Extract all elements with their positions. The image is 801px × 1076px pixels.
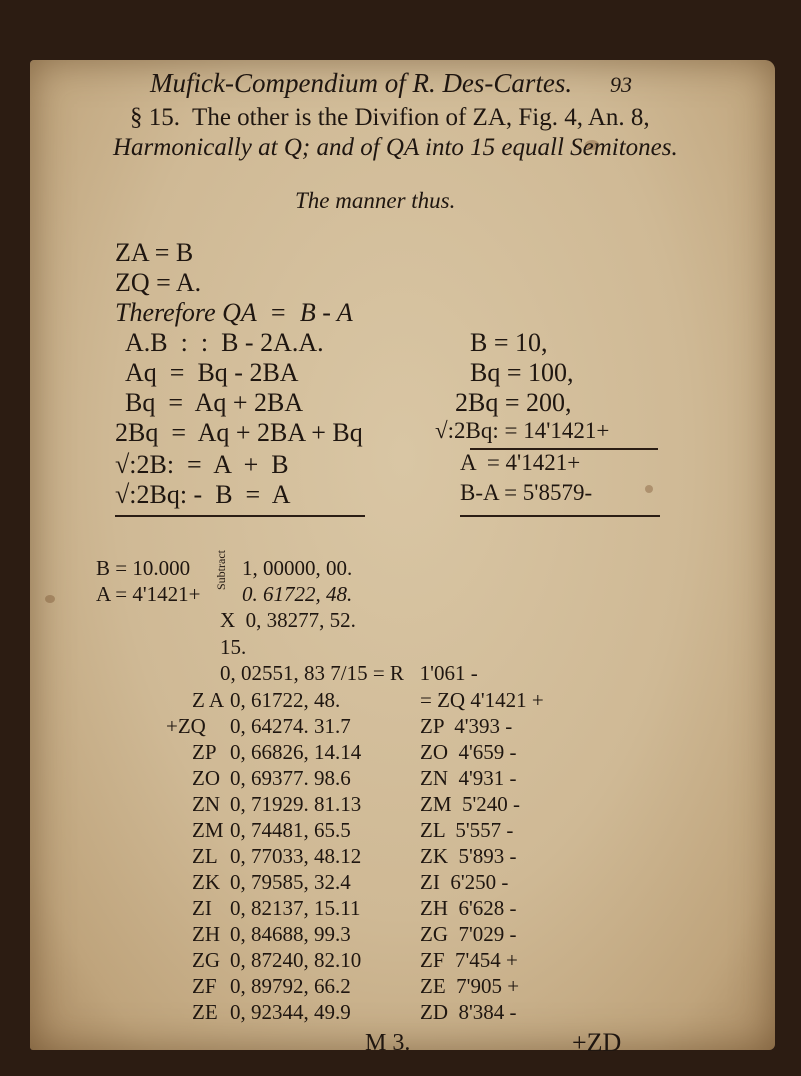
table-row-value: 0, 92344, 49.9 bbox=[230, 1000, 351, 1024]
table-row-value: 0, 87240, 82.10 bbox=[230, 948, 362, 972]
table-row-label: ZL bbox=[192, 844, 218, 868]
table-row-result: ZG 7'029 - bbox=[420, 922, 517, 946]
table-row-result: ZH 6'628 - bbox=[420, 896, 517, 920]
equation-left: √:2B: = A + B bbox=[115, 450, 289, 479]
table-row-label: Z A bbox=[192, 688, 225, 712]
table-row-result: ZP 4'393 - bbox=[420, 714, 513, 738]
table-row-value: 0, 89792, 66.2 bbox=[230, 974, 351, 998]
table-row-result: ZD 8'384 - bbox=[420, 1000, 517, 1024]
equation-left: Aq = Bq - 2BA bbox=[125, 358, 299, 387]
table-row-value: 0, 84688, 99.3 bbox=[230, 922, 351, 946]
table-row-result: ZK 5'893 - bbox=[420, 844, 517, 868]
table-row-result: ZM 5'240 - bbox=[420, 792, 521, 816]
section-line-1: § 15. The other is the Divifion of ZA, Fig. 4, An. 8, bbox=[130, 104, 650, 131]
table-row-label: +ZQ bbox=[166, 714, 206, 738]
table-row-result: ZO 4'659 - bbox=[420, 740, 517, 764]
equation-right: √:2Bq: = 14'1421+ bbox=[435, 418, 610, 443]
table-row-result: ZE 7'905 + bbox=[420, 974, 520, 998]
underline-rule bbox=[460, 515, 660, 517]
table-row-result: = ZQ 4'1421 + bbox=[420, 688, 544, 712]
equation-right: Bq = 100, bbox=[470, 358, 574, 387]
equation-left: Bq = Aq + 2BA bbox=[125, 388, 304, 417]
equation-left: ZA = B bbox=[115, 238, 194, 267]
equation-right: B-A = 5'8579- bbox=[460, 480, 593, 505]
table-row-label: ZO bbox=[192, 766, 220, 790]
table-row-label: ZH bbox=[192, 922, 220, 946]
setup-mid: X 0, 38277, 52. bbox=[220, 608, 356, 632]
stain-spot bbox=[45, 595, 55, 603]
table-row-value: 0, 82137, 15.11 bbox=[230, 896, 361, 920]
setup-mid: 1, 00000, 00. bbox=[242, 556, 353, 580]
table-row-value: 0, 61722, 48. bbox=[230, 688, 341, 712]
table-row-result: ZL 5'557 - bbox=[420, 818, 514, 842]
setup-mid: 15. bbox=[220, 635, 247, 659]
table-row-value: 0, 66826, 14.14 bbox=[230, 740, 362, 764]
margin-note: Subtract bbox=[214, 550, 228, 590]
equation-left: ZQ = A. bbox=[115, 268, 202, 297]
equation-left: Therefore QA = B - A bbox=[115, 298, 353, 327]
running-title: Mufick-Compendium of R. Des-Cartes. bbox=[150, 68, 573, 98]
stain-spot bbox=[645, 485, 653, 493]
table-row-value: 0, 64274. 31.7 bbox=[230, 714, 351, 738]
signature-mark: M 3. bbox=[365, 1030, 411, 1056]
table-row-result: ZF 7'454 + bbox=[420, 948, 518, 972]
manner-heading: The manner thus. bbox=[295, 188, 456, 213]
table-row-value: 0, 77033, 48.12 bbox=[230, 844, 362, 868]
equation-right: 2Bq = 200, bbox=[455, 388, 572, 417]
table-row-value: 0, 79585, 32.4 bbox=[230, 870, 351, 894]
setup-mid: 0. 61722, 48. bbox=[242, 582, 353, 606]
equation-right: A = 4'1421+ bbox=[460, 450, 581, 475]
equation-right: B = 10, bbox=[470, 328, 548, 357]
table-row-label: ZM bbox=[192, 818, 224, 842]
table-row-result: ZN 4'931 - bbox=[420, 766, 517, 790]
equation-left: A.B : : B - 2A.A. bbox=[125, 328, 324, 357]
table-row-label: ZK bbox=[192, 870, 220, 894]
table-row-label: ZP bbox=[192, 740, 217, 764]
table-row-value: 0, 74481, 65.5 bbox=[230, 818, 351, 842]
table-row-result: ZI 6'250 - bbox=[420, 870, 509, 894]
setup-left: A = 4'1421+ bbox=[96, 582, 201, 606]
table-row-label: ZE bbox=[192, 1000, 218, 1024]
table-row-label: ZI bbox=[192, 896, 212, 920]
page-number: 93 bbox=[610, 72, 632, 97]
page-sheet bbox=[30, 60, 775, 1057]
table-row-value: 0, 71929. 81.13 bbox=[230, 792, 362, 816]
table-row-label: ZG bbox=[192, 948, 220, 972]
catchword: +ZD bbox=[572, 1028, 622, 1057]
setup-left: B = 10.000 bbox=[96, 556, 191, 580]
equation-left: √:2Bq: - B = A bbox=[115, 480, 291, 509]
table-row-label: ZN bbox=[192, 792, 220, 816]
table-row-label: ZF bbox=[192, 974, 217, 998]
setup-mid: 0, 02551, 83 7/15 = R 1'061 - bbox=[220, 661, 478, 685]
equation-left: 2Bq = Aq + 2BA + Bq bbox=[115, 418, 363, 447]
underline-rule bbox=[115, 515, 365, 517]
section-line-2: Harmonically at Q; and of QA into 15 equall Semitones. bbox=[113, 134, 678, 161]
table-row-value: 0, 69377. 98.6 bbox=[230, 766, 351, 790]
